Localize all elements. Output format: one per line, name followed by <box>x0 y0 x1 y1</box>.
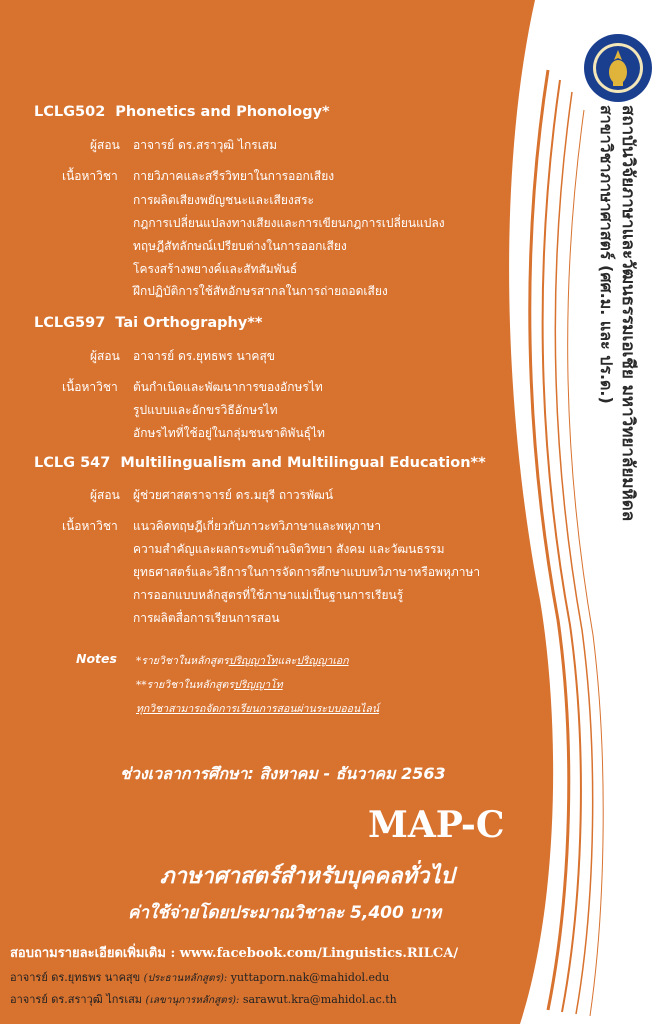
course-3-content-line: ยุทธศาสตร์และวิธีการในการจัดการศึกษาแบบทวิภาษาหรือพหุภาษา <box>133 565 481 579</box>
contact-2-email[interactable]: sarawut.kra@mahidol.ac.th <box>242 993 397 1006</box>
cost-per-course: ค่าใช้จ่ายโดยประมาณวิชาละ 5,400 บาท <box>128 903 442 923</box>
course-1-content-line: กฎการเปลี่ยนแปลงทางเสียงและการเขียนกฎการเปลี่ยนแปลง <box>133 216 445 230</box>
course-1-content-line: โครงสร้างพยางค์และสัทสัมพันธ์ <box>133 262 298 276</box>
course-1-content-line: กายวิภาคและสรีรวิทยาในการออกเสียง <box>133 169 335 183</box>
contact-2-name: อาจารย์ ดร.สราวุฒิ ไกรเสม <box>10 993 143 1006</box>
course-3-title <box>34 455 486 471</box>
course-2-title <box>34 315 262 331</box>
course-1-name: Phonetics and Phonology* <box>115 104 330 120</box>
decorative-stripe-3 <box>555 92 592 1014</box>
course-2-name: Tai Orthography** <box>115 315 263 331</box>
course-3-content-line: การออกแบบหลักสูตรที่ใช้ภาษาแม่เป็นฐานการเรียนรู้ <box>133 588 404 602</box>
note-3: ทุกวิชาสามารถจัดการเรียนการสอนผ่านระบบออนไลน์ <box>136 703 380 715</box>
contact-1-email[interactable]: yuttaporn.nak@mahidol.edu <box>230 971 390 984</box>
program-name: สาขาวิชาภาษาศาสตร์ (ศศ.ม. และ ปร.ด.) <box>597 105 616 404</box>
note-2: **รายวิชาในหลักสูตรปริญญาโท <box>136 679 283 691</box>
course-3-code: LCLG 547 <box>34 455 111 471</box>
course-3-instructor: ผู้ช่วยศาสตราจารย์ ดร.มยุรี ถาวรพัฒน์ <box>133 488 334 502</box>
course-3-content-line: การผลิตสื่อการเรียนการสอน <box>133 611 280 625</box>
course-1-code: LCLG502 <box>34 104 106 120</box>
course-1-content-line: ทฤษฎีสัทลักษณ์เปรียบต่างในการออกเสียง <box>133 239 347 253</box>
course-1-title <box>34 104 330 120</box>
course-2-instructor-label: ผู้สอน <box>90 349 120 363</box>
course-1-content-line: ฝึกปฏิบัติการใช้สัทอักษรสากลในการถ่ายถอดเสียง <box>133 284 388 298</box>
course-2-content-line: ต้นกำเนิดและพัฒนาการของอักษรไท <box>133 380 323 394</box>
course-2-content-line: อักษรไทที่ใช้อยู่ในกลุ่มชนชาติพันธุ์ไท <box>133 426 325 440</box>
course-3-content-line: แนวคิดทฤษฎีเกี่ยวกับภาวะทวิภาษาและพหุภาษา <box>133 519 382 533</box>
mahidol-university-seal-icon <box>582 32 654 104</box>
course-1-content-line: การผลิตเสียงพยัญชนะและเสียงสระ <box>133 193 314 207</box>
contact-1 <box>10 968 389 986</box>
course-3-instructor-label: ผู้สอน <box>90 488 120 502</box>
course-3-content-line: ความสำคัญและผลกระทบด้านจิตวิทยา สังคม และวัฒนธรรม <box>133 542 445 556</box>
course-1-content-label: เนื้อหาวิชา <box>62 169 118 183</box>
contact-1-role: (ประธานหลักสูตร): <box>143 973 228 984</box>
vertical-institute-title <box>597 105 642 645</box>
course-1-instructor-label: ผู้สอน <box>90 138 120 152</box>
contact-2-role: (เลขานุการหลักสูตร): <box>145 995 240 1006</box>
notes-label: Notes <box>76 651 117 666</box>
course-2-code: LCLG597 <box>34 315 106 331</box>
course-1-instructor: อาจารย์ ดร.สราวุฒิ ไกรเสม <box>133 138 278 152</box>
contact-2 <box>10 990 397 1008</box>
study-period: ช่วงเวลาการศึกษา: สิงหาคม - ธันวาคม 2563 <box>120 764 446 783</box>
program-subtitle: ภาษาศาสตร์สำหรับบุคคลทั่วไป <box>160 864 455 889</box>
course-3-name: Multilingualism and Multilingual Education** <box>120 455 486 471</box>
course-3-content-label: เนื้อหาวิชา <box>62 519 118 533</box>
contact-1-name: อาจารย์ ดร.ยุทธพร นาคสุข <box>10 971 141 984</box>
map-c-title: MAP-C <box>368 804 505 846</box>
course-2-instructor: อาจารย์ ดร.ยุทธพร นาคสุข <box>133 349 275 363</box>
note-1: *รายวิชาในหลักสูตรปริญญาโทและปริญญาเอก <box>136 655 349 667</box>
course-2-content-line: รูปแบบและอักขรวิธีอักษรไท <box>133 403 278 417</box>
course-2-content-label: เนื้อหาวิชา <box>62 380 118 394</box>
institute-name: สถาบันวิจัยภาษาและวัฒนธรรมเอเชีย มหาวิทยาลัยมหิดล <box>618 105 638 522</box>
more-info-link[interactable]: สอบถามรายละเอียดเพิ่มเติม : www.facebook.com/Linguistics.RILCA/ <box>10 946 459 961</box>
